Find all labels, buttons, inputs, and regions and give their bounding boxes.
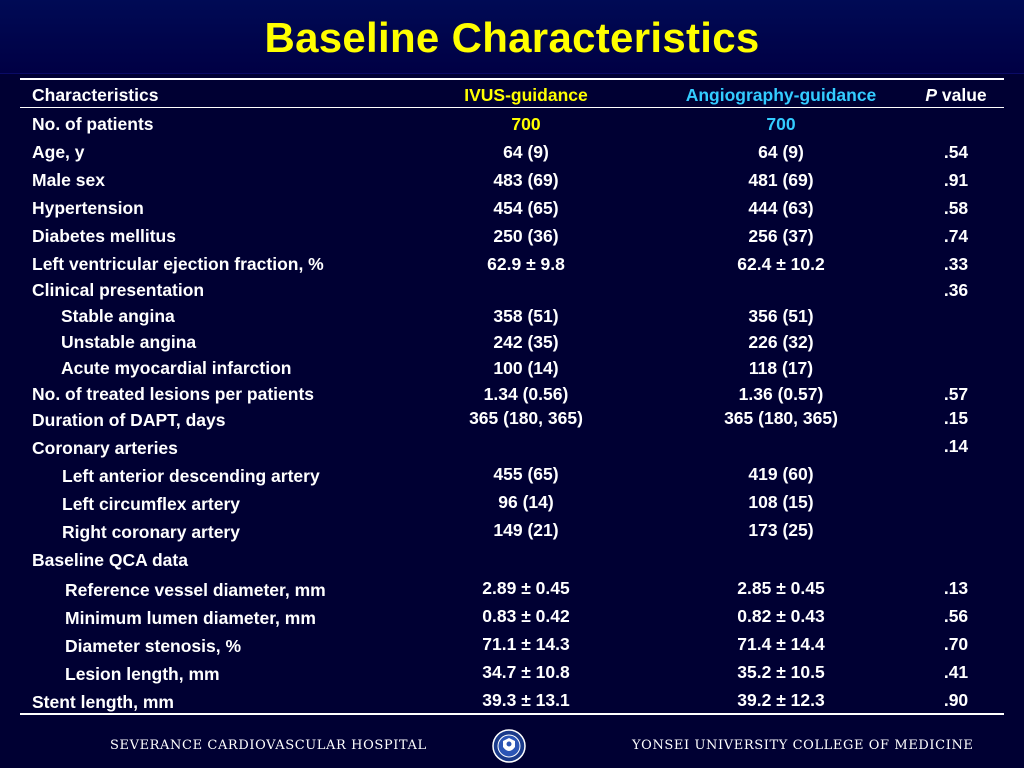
row-label: Minimum lumen diameter, mm: [65, 608, 316, 628]
footer-college: YONSEI UNIVERSITY COLLEGE OF MEDICINE: [632, 738, 974, 753]
row-label: Left anterior descending artery: [62, 466, 320, 486]
footer-hospital: SEVERANCE CARDIOVASCULAR HOSPITAL: [110, 738, 427, 753]
row-label: Baseline QCA data: [32, 550, 188, 570]
row-label: Lesion length, mm: [65, 664, 220, 684]
row-label: Clinical presentation: [32, 280, 205, 300]
row-label: Duration of DAPT, days: [32, 410, 226, 430]
row-label: Age, y: [32, 142, 85, 162]
row-label: Left circumflex artery: [62, 494, 240, 514]
row-label: Coronary arteries: [32, 438, 178, 458]
row-label: Left ventricular ejection fraction, %: [32, 254, 324, 274]
slide-title: Baseline Characteristics: [264, 14, 760, 61]
row-label: No. of treated lesions per patients: [32, 384, 314, 404]
row-label: Stent length, mm: [32, 692, 174, 712]
row-label: No. of patients: [32, 114, 154, 134]
header-bottom-rule: [20, 107, 1004, 108]
row-label: Diameter stenosis, %: [65, 636, 242, 656]
row-label: Reference vessel diameter, mm: [65, 580, 326, 600]
table-bottom-rule: [20, 713, 1004, 715]
row-label: Right coronary artery: [62, 522, 240, 542]
row-label: Diabetes mellitus: [32, 226, 176, 246]
university-seal-icon: [492, 729, 526, 763]
row-label: Acute myocardial infarction: [61, 358, 292, 378]
header-characteristics: Characteristics: [32, 85, 159, 105]
row-label: Unstable angina: [61, 332, 197, 352]
row-label: Male sex: [32, 170, 105, 190]
table-top-rule: [20, 78, 1004, 80]
row-label: Stable angina: [61, 306, 175, 326]
row-label: Hypertension: [32, 198, 144, 218]
